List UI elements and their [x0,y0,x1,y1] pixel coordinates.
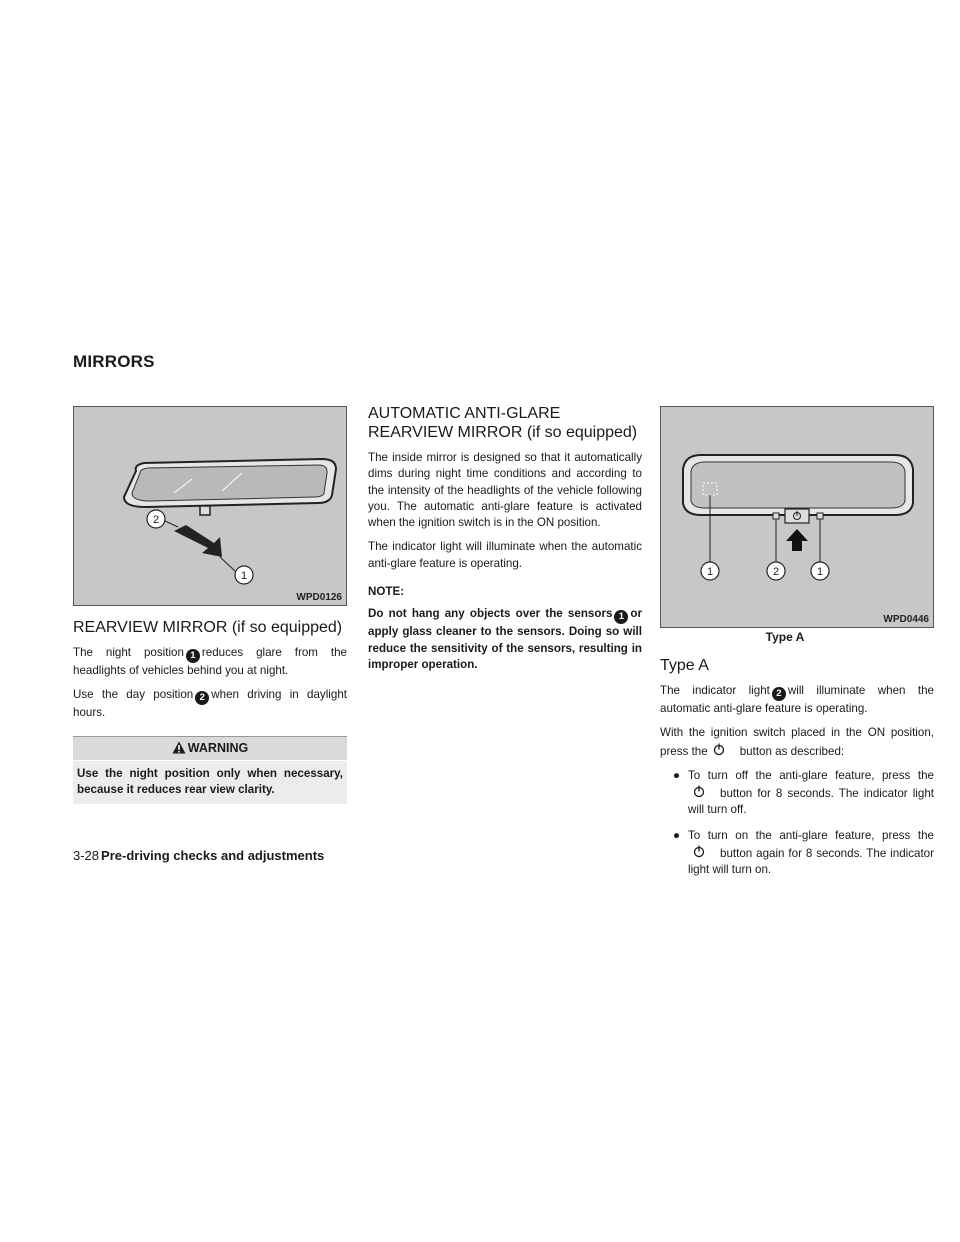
column-rearview [73,406,347,804]
list-item [660,768,934,819]
page-footer [73,848,324,863]
text: To turn off the anti-glare feature, press the [688,768,934,782]
note-label: NOTE: [368,585,405,599]
note-text [368,606,642,673]
figure-code: WPD0446 [883,614,929,625]
heading-line: REARVIEW MIRROR (if so equipped) [368,424,638,441]
rearview-mirror-illustration [74,407,346,605]
callout-marker: 1 [614,610,628,624]
power-icon [692,844,706,858]
fig2-label-1: 1 [706,566,714,578]
fig1-label-2: 2 [152,514,160,526]
heading-line: AUTOMATIC ANTI-GLARE [368,405,561,422]
text: button for 8 seconds. The indicator light will turn off. [688,787,934,817]
paragraph-press-button [660,725,934,760]
list-item [660,828,934,879]
fig2-label-1b: 1 [816,566,824,578]
paragraph-auto-description: The inside mirror is designed so that it automatically dims during night time conditions and according to the intensity of the headlights of the vehicle following you. The automatic anti-glare feature is activated when the ignition switch is in the ON position. [368,451,642,530]
figure-rearview-mirror [73,406,347,606]
text: To turn on the anti-glare feature, press the [688,828,934,842]
bullet: ● [673,828,681,842]
text: The indicator light [660,684,770,697]
section-title: MIRRORS [73,352,155,371]
warning-text: Use the night position only when necessary, because it reduces rear view clarity. [73,761,347,804]
power-icon [712,742,726,756]
chapter-title: Pre-driving checks and adjustments [101,848,325,863]
auto-mirror-illustration [661,407,933,627]
text: button again for 8 seconds. The indicator light will turn on. [688,847,934,877]
paragraph-night-position [73,645,347,679]
power-icon [692,784,706,798]
heading-auto-antiglare [368,404,642,442]
paragraph-indicator-light [660,683,934,717]
text: With the ignition switch placed in the ON position, press the [660,726,934,758]
text: when driving in daylight hours. [73,688,347,720]
instruction-list [660,768,934,879]
warning-box [73,736,347,804]
figure-caption: Type A [765,630,805,644]
fig1-label-1: 1 [240,570,248,582]
callout-marker: 1 [186,649,200,663]
page-number: 3-28 [73,848,100,863]
fig2-label-2: 2 [772,566,780,578]
callout-marker: 2 [772,687,786,701]
paragraph-day-position [73,687,347,721]
text: reduces glare from the headlights of vehicles behind you at night. [73,646,347,677]
column-auto-antiglare [368,406,642,673]
figure-auto-mirror [660,406,934,628]
bullet: ● [673,768,681,782]
heading-type-a: Type A [660,657,709,674]
text: Use the day position [73,688,194,702]
warning-title: WARNING [187,740,249,755]
figure-code: WPD0126 [296,592,342,603]
paragraph-indicator: The indicator light will illuminate when the automatic anti-glare feature is operating. [368,540,642,570]
warning-icon [172,741,186,754]
text: Do not hang any objects over the sensors [368,607,613,621]
heading-rearview-mirror: REARVIEW MIRROR (if so equipped) [73,619,343,636]
text: The night position [73,646,184,659]
text: button as described: [739,744,845,758]
text: or apply glass cleaner to the sensors. Doing so will reduce the sensitivity of the sensors, resulting in improper operation. [368,607,642,671]
warning-header [73,737,347,761]
text: will illuminate when the automatic anti-glare feature is operating. [660,684,934,715]
column-type-a [660,406,934,888]
callout-marker: 2 [195,691,209,705]
